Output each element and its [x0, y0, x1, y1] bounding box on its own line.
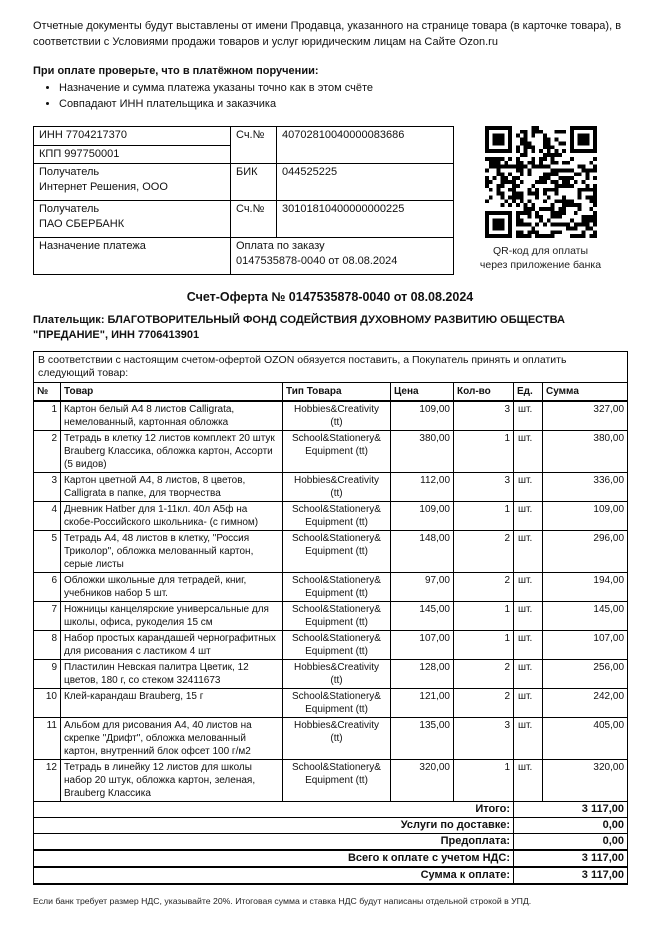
- item-type: School&Stationery& Equipment (tt): [283, 531, 391, 573]
- totals-value: 3 117,00: [514, 802, 628, 818]
- item-quantity: 1: [454, 431, 514, 473]
- item-unit: шт.: [514, 473, 543, 502]
- item-sum: 109,00: [543, 502, 628, 531]
- item-sum: 242,00: [543, 689, 628, 718]
- kpp-cell: КПП 997750001: [34, 146, 231, 164]
- recipient-label: Получатель: [39, 166, 100, 178]
- item-number: 10: [34, 689, 61, 718]
- item-name: Дневник Hatber для 1-11кл. 40л А5ф на скобе-Российского школьника- (с гимном): [61, 502, 283, 531]
- item-type: School&Stationery& Equipment (tt): [283, 431, 391, 473]
- item-type: School&Stationery& Equipment (tt): [283, 502, 391, 531]
- item-unit: шт.: [514, 431, 543, 473]
- item-type: School&Stationery& Equipment (tt): [283, 689, 391, 718]
- item-unit: шт.: [514, 631, 543, 660]
- item-unit: шт.: [514, 760, 543, 802]
- items-table: [33, 351, 628, 885]
- item-number: 9: [34, 660, 61, 689]
- totals-label: Предоплата:: [34, 834, 514, 851]
- item-unit: шт.: [514, 602, 543, 631]
- item-unit: шт.: [514, 531, 543, 573]
- account-number: 40702810040000083686: [277, 127, 454, 164]
- table-row: [34, 689, 628, 718]
- item-sum: 145,00: [543, 602, 628, 631]
- item-type: School&Stationery& Equipment (tt): [283, 573, 391, 602]
- item-sum: 194,00: [543, 573, 628, 602]
- bank-recipient-cell: [34, 201, 231, 238]
- item-name: Картон цветной А4, 8 листов, 8 цветов, Calligrata в папке, для творчества: [61, 473, 283, 502]
- payer-line: Плательщик: БЛАГОТВОРИТЕЛЬНЫЙ ФОНД СОДЕЙСТВИЯ ДУХОВНОМУ РАЗВИТИЮ ОБЩЕСТВА "ПРЕДАНИЕ", ИНН 7706413901: [33, 314, 565, 341]
- bik-label: БИК: [231, 164, 277, 201]
- item-quantity: 2: [454, 573, 514, 602]
- item-unit: шт.: [514, 401, 543, 431]
- item-sum: 320,00: [543, 760, 628, 802]
- item-price: 109,00: [391, 401, 454, 431]
- item-number: 2: [34, 431, 61, 473]
- table-row: [34, 502, 628, 531]
- column-header-name: Товар: [61, 383, 283, 402]
- item-type: School&Stationery& Equipment (tt): [283, 631, 391, 660]
- item-number: 4: [34, 502, 61, 531]
- item-quantity: 3: [454, 473, 514, 502]
- totals-value: 3 117,00: [514, 850, 628, 867]
- column-header-price: Цена: [391, 383, 454, 402]
- item-sum: 296,00: [543, 531, 628, 573]
- table-row: [34, 660, 628, 689]
- item-quantity: 2: [454, 660, 514, 689]
- totals-row: [34, 850, 628, 867]
- totals-label: Всего к оплате с учетом НДС:: [34, 850, 514, 867]
- item-sum: 336,00: [543, 473, 628, 502]
- item-price: 320,00: [391, 760, 454, 802]
- bank-label: Получатель: [39, 203, 100, 215]
- item-price: 128,00: [391, 660, 454, 689]
- item-name: Тетрадь в клетку 12 листов комплект 20 штук Brauberg Классика, обложка картон, Ассорти (5 видов): [61, 431, 283, 473]
- totals-value: 0,00: [514, 818, 628, 834]
- offer-note-row: [34, 352, 628, 383]
- item-name: Набор простых карандашей чернографитных для рисования с ластиком 4 шт: [61, 631, 283, 660]
- item-price: 107,00: [391, 631, 454, 660]
- totals-body: [34, 802, 628, 885]
- item-quantity: 2: [454, 531, 514, 573]
- item-number: 11: [34, 718, 61, 760]
- item-number: 5: [34, 531, 61, 573]
- totals-value: 0,00: [514, 834, 628, 851]
- item-quantity: 1: [454, 602, 514, 631]
- purpose-label: Назначение платежа: [34, 238, 231, 275]
- table-row: [34, 602, 628, 631]
- item-quantity: 1: [454, 760, 514, 802]
- item-quantity: 1: [454, 502, 514, 531]
- item-number: 8: [34, 631, 61, 660]
- payment-check-item: • Совпадают ИНН плательщика и заказчика: [59, 97, 627, 113]
- qr-caption: QR-код для оплаты через приложение банка: [479, 245, 602, 271]
- item-name: Тетрадь А4, 48 листов в клетку, "Россия Триколор", обложка мелованный картон, серые листы: [61, 531, 283, 573]
- qr-code: [485, 126, 597, 238]
- item-number: 7: [34, 602, 61, 631]
- item-sum: 256,00: [543, 660, 628, 689]
- vat-footnote: Если банк требует размер НДС, указывайте 20%. Итоговая сумма и ставка НДС будут написаны отдельной строкой в УПД.: [33, 896, 532, 906]
- item-sum: 327,00: [543, 401, 628, 431]
- bik-value: 044525225: [277, 164, 454, 201]
- payment-check-list: [59, 81, 627, 112]
- totals-row: [34, 802, 628, 818]
- table-row: [34, 573, 628, 602]
- totals-value: 3 117,00: [514, 867, 628, 884]
- corr-account-number: 30101810400000000225: [277, 201, 454, 238]
- table-row: [34, 401, 628, 431]
- column-header-sum: Сумма: [543, 383, 628, 402]
- item-quantity: 2: [454, 689, 514, 718]
- item-unit: шт.: [514, 660, 543, 689]
- table-row: [34, 718, 628, 760]
- item-quantity: 3: [454, 401, 514, 431]
- item-name: Клей-карандаш Brauberg, 15 г: [61, 689, 283, 718]
- item-sum: 405,00: [543, 718, 628, 760]
- offer-note-cell: В соответствии с настоящим счетом-офертой OZON обязуется поставить, а Покупатель принять и оплатить следующий товар:: [34, 352, 628, 383]
- item-name: Картон белый А4 8 листов Calligrata, немелованный, картонная обложка: [61, 401, 283, 431]
- purpose-value: Оплата по заказу 0147535878-0040 от 08.08.2024: [231, 238, 454, 275]
- column-header-type: Тип Товара: [283, 383, 391, 402]
- payment-check-heading: При оплате проверьте, что в платёжном поручении:: [33, 65, 319, 77]
- item-unit: шт.: [514, 689, 543, 718]
- item-price: 148,00: [391, 531, 454, 573]
- inn-cell: ИНН 7704217370: [34, 127, 231, 146]
- column-header-qty: Кол-во: [454, 383, 514, 402]
- totals-label: Сумма к оплате:: [34, 867, 514, 884]
- item-number: 12: [34, 760, 61, 802]
- corr-account-label: Сч.№: [231, 201, 277, 238]
- item-name: Пластилин Невская палитра Цветик, 12 цветов, 180 г, со стеком 32411673: [61, 660, 283, 689]
- item-name: Тетрадь в линейку 12 листов для школы набор 20 штук, обложка картон, зеленая, Brauberg Классика: [61, 760, 283, 802]
- item-unit: шт.: [514, 573, 543, 602]
- item-quantity: 3: [454, 718, 514, 760]
- item-number: 3: [34, 473, 61, 502]
- bank-details-table: [33, 126, 454, 275]
- item-sum: 380,00: [543, 431, 628, 473]
- item-price: 121,00: [391, 689, 454, 718]
- item-type: School&Stationery& Equipment (tt): [283, 602, 391, 631]
- totals-row: [34, 818, 628, 834]
- item-unit: шт.: [514, 718, 543, 760]
- item-number: 1: [34, 401, 61, 431]
- item-type: Hobbies&Creativity (tt): [283, 718, 391, 760]
- item-sum: 107,00: [543, 631, 628, 660]
- table-row: [34, 760, 628, 802]
- items-body: [34, 401, 628, 802]
- items-header-row: [34, 383, 628, 402]
- table-row: [34, 631, 628, 660]
- totals-label: Услуги по доставке:: [34, 818, 514, 834]
- totals-row: [34, 867, 628, 884]
- report-note: Отчетные документы будут выставлены от имени Продавца, указанного на странице товара (в карточке товара), в соответствии с Условиями продажи товаров и услуг юридическим лицам на Сайте Ozon.ru: [33, 20, 622, 48]
- account-label: Сч.№: [231, 127, 277, 164]
- table-row: [34, 531, 628, 573]
- item-type: School&Stationery& Equipment (tt): [283, 760, 391, 802]
- recipient-name: Интернет Решения, ООО: [39, 181, 168, 193]
- item-price: 109,00: [391, 502, 454, 531]
- item-price: 112,00: [391, 473, 454, 502]
- column-header-num: №: [34, 383, 61, 402]
- item-number: 6: [34, 573, 61, 602]
- item-unit: шт.: [514, 502, 543, 531]
- item-name: Обложки школьные для тетрадей, книг, учебников набор 5 шт.: [61, 573, 283, 602]
- item-name: Альбом для рисования А4, 40 листов на скрепке "Дрифт", обложка мелованный картон, внутренний блок офсет 100 г/м2: [61, 718, 283, 760]
- item-price: 380,00: [391, 431, 454, 473]
- payment-check-item: • Назначение и сумма платежа указаны точно как в этом счёте: [59, 81, 627, 97]
- item-price: 145,00: [391, 602, 454, 631]
- item-quantity: 1: [454, 631, 514, 660]
- table-row: [34, 431, 628, 473]
- totals-row: [34, 834, 628, 851]
- item-name: Ножницы канцелярские универсальные для школы, офиса, рукоделия 15 см: [61, 602, 283, 631]
- item-price: 97,00: [391, 573, 454, 602]
- column-header-unit: Ед.: [514, 383, 543, 402]
- item-type: Hobbies&Creativity (tt): [283, 660, 391, 689]
- invoice-title: Счет-Оферта № 0147535878-0040 от 08.08.2024: [186, 290, 474, 304]
- item-type: Hobbies&Creativity (tt): [283, 473, 391, 502]
- totals-label: Итого:: [34, 802, 514, 818]
- recipient-cell: [34, 164, 231, 201]
- item-type: Hobbies&Creativity (tt): [283, 401, 391, 431]
- bank-name: ПАО СБЕРБАНК: [39, 218, 125, 230]
- item-price: 135,00: [391, 718, 454, 760]
- bank-section: [33, 126, 627, 275]
- table-row: [34, 473, 628, 502]
- qr-payment-block: [454, 126, 627, 275]
